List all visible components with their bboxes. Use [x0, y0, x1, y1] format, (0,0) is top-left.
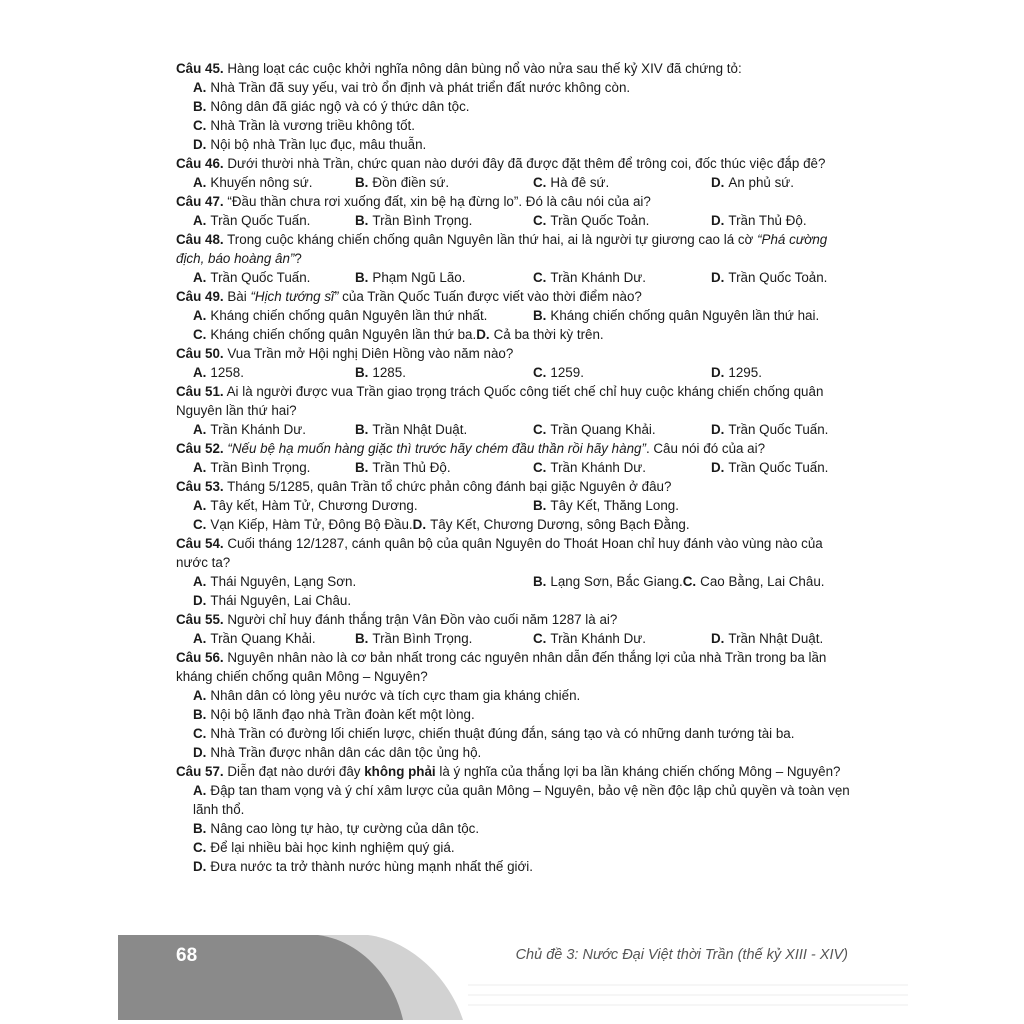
- question-number: Câu 53.: [176, 479, 224, 494]
- option-label: A.: [193, 270, 207, 285]
- option-text: Trần Bình Trọng.: [372, 631, 473, 646]
- question-block: [176, 59, 856, 154]
- answer-option: [533, 458, 711, 477]
- option-label: D.: [711, 213, 725, 228]
- option-text: Kháng chiến chống quân Nguyên lần thứ hai.: [550, 308, 820, 323]
- option-text: Trần Thủ Độ.: [372, 460, 451, 475]
- option-text: Trần Bình Trọng.: [372, 213, 473, 228]
- answer-option: [193, 363, 355, 382]
- answer-option: [711, 420, 828, 439]
- answer-option: [193, 135, 856, 154]
- answer-options: [176, 78, 856, 154]
- question-block: [176, 534, 856, 610]
- answer-option: [533, 629, 711, 648]
- answer-option: [711, 211, 807, 230]
- page-number: 68: [176, 945, 198, 966]
- option-label: B.: [193, 821, 207, 836]
- option-label: C.: [533, 365, 547, 380]
- question-text: Nguyên nhân nào là cơ bản nhất trong các nguyên nhân dẫn đến thắng lợi của nhà Trần trong ba lần kháng chiến chống quân Mông – Nguyên?: [176, 650, 827, 684]
- question-stem: [176, 477, 856, 496]
- option-label: A.: [193, 574, 207, 589]
- question-number: Câu 48.: [176, 232, 224, 247]
- question-text: “Đầu thần chưa rơi xuống đất, xin bệ hạ đừng lo”. Đó là câu nói của ai?: [223, 194, 651, 209]
- option-text: Khuyến nông sứ.: [210, 175, 313, 190]
- option-text: Trần Khánh Dư.: [550, 460, 646, 475]
- option-label: B.: [355, 175, 369, 190]
- answer-option: [476, 325, 603, 344]
- question-number: Câu 51.: [176, 384, 224, 399]
- option-text: Nội bộ lãnh đạo nhà Trần đoàn kết một lòng.: [210, 707, 475, 722]
- option-label: A.: [193, 422, 207, 437]
- option-label: C.: [533, 213, 547, 228]
- option-label: A.: [193, 688, 207, 703]
- option-text: Nhà Trần được nhân dân các dân tộc ủng hộ.: [210, 745, 482, 760]
- question-block: [176, 344, 856, 382]
- option-text: Trần Quốc Tuấn.: [210, 270, 311, 285]
- option-label: C.: [533, 270, 547, 285]
- answer-option: [355, 458, 533, 477]
- option-text: Trần Thủ Độ.: [728, 213, 807, 228]
- option-label: C.: [533, 631, 547, 646]
- question-block: [176, 382, 856, 439]
- option-text: Tây Kết, Chương Dương, sông Bạch Đằng.: [430, 517, 690, 532]
- option-text: Thái Nguyên, Lạng Sơn.: [210, 574, 357, 589]
- answer-option: [193, 515, 413, 534]
- answer-option: [355, 363, 533, 382]
- option-label: A.: [193, 213, 207, 228]
- option-text: Trần Quốc Tuấn.: [728, 422, 829, 437]
- question-number: Câu 56.: [176, 650, 224, 665]
- option-text: An phủ sứ.: [728, 175, 794, 190]
- question-text: Vua Trần mở Hội nghị Diên Hồng vào năm nào?: [223, 346, 514, 361]
- option-label: A.: [193, 175, 207, 190]
- question-block: [176, 439, 856, 477]
- answer-option: [193, 572, 533, 591]
- question-block: [176, 477, 856, 534]
- footer-dot-grid: [468, 985, 908, 1005]
- answer-option: [193, 268, 355, 287]
- question-block: [176, 154, 856, 192]
- option-label: D.: [711, 175, 725, 190]
- option-text: Trần Bình Trọng.: [210, 460, 311, 475]
- answer-options: [176, 572, 856, 610]
- question-number: Câu 54.: [176, 536, 224, 551]
- question-stem: [176, 439, 856, 458]
- answer-option: [193, 97, 856, 116]
- question-text: Trong cuộc kháng chiến chống quân Nguyên lần thứ hai, ai là người tự giương cao lá cờ “Phá cường địch, báo hoàng ân”?: [176, 232, 828, 266]
- question-number: Câu 49.: [176, 289, 224, 304]
- option-text: Trần Quốc Toản.: [550, 213, 650, 228]
- option-text: Tây kết, Hàm Tử, Chương Dương.: [210, 498, 418, 513]
- question-stem: [176, 154, 856, 173]
- option-label: A.: [193, 460, 207, 475]
- question-text: Tháng 5/1285, quân Trần tổ chức phản công đánh bại giặc Nguyên ở đâu?: [223, 479, 672, 494]
- option-label: C.: [533, 422, 547, 437]
- question-stem: [176, 382, 856, 420]
- option-label: D.: [193, 593, 207, 608]
- option-text: Trần Khánh Dư.: [550, 631, 646, 646]
- question-block: [176, 610, 856, 648]
- option-text: Lạng Sơn, Bắc Giang.: [550, 574, 683, 589]
- option-label: B.: [193, 99, 207, 114]
- answer-option: [533, 173, 711, 192]
- option-text: Đập tan tham vọng và ý chí xâm lược của quân Mông – Nguyên, bảo vệ nền độc lập chủ quyền và toàn vẹn lãnh thổ.: [193, 783, 850, 817]
- answer-option: [193, 78, 856, 97]
- option-text: Trần Quang Khải.: [210, 631, 316, 646]
- answer-options: [176, 496, 856, 534]
- option-text: Trần Khánh Dư.: [210, 422, 306, 437]
- answer-option: [683, 572, 825, 591]
- option-label: B.: [355, 213, 369, 228]
- option-label: D.: [193, 137, 207, 152]
- answer-option: [193, 629, 355, 648]
- option-label: C.: [682, 574, 697, 589]
- answer-option: [533, 211, 711, 230]
- option-label: B.: [533, 308, 547, 323]
- option-label: B.: [533, 574, 547, 589]
- option-label: D.: [711, 422, 725, 437]
- option-label: B.: [355, 365, 369, 380]
- question-stem: [176, 344, 856, 363]
- option-text: Đồn điền sứ.: [372, 175, 450, 190]
- answer-option: [711, 458, 828, 477]
- question-block: [176, 192, 856, 230]
- answer-option: [193, 173, 355, 192]
- option-text: Nhà Trần đã suy yếu, vai trò ổn định và phát triển đất nước không còn.: [210, 80, 631, 95]
- question-stem: [176, 192, 856, 211]
- answer-option: [533, 363, 711, 382]
- answer-option: [413, 515, 690, 534]
- answer-option: [193, 705, 856, 724]
- option-label: A.: [193, 80, 207, 95]
- answer-option: [193, 591, 351, 610]
- option-label: D.: [193, 745, 207, 760]
- question-number: Câu 45.: [176, 61, 224, 76]
- option-label: C.: [193, 118, 207, 133]
- answer-option: [193, 325, 476, 344]
- option-text: Nhà Trần là vương triều không tốt.: [210, 118, 415, 133]
- answer-option: [533, 268, 711, 287]
- option-text: 1295.: [728, 365, 762, 380]
- option-label: C.: [193, 327, 207, 342]
- option-text: Để lại nhiều bài học kinh nghiệm quý giá.: [210, 840, 455, 855]
- option-label: B.: [193, 707, 207, 722]
- option-label: C.: [193, 726, 207, 741]
- option-text: Cả ba thời kỳ trên.: [493, 327, 604, 342]
- question-number: Câu 50.: [176, 346, 224, 361]
- answer-option: [355, 173, 533, 192]
- answer-option: [355, 420, 533, 439]
- answer-option: [711, 629, 823, 648]
- answer-option: [193, 724, 856, 743]
- option-label: A.: [193, 631, 207, 646]
- option-label: D.: [711, 460, 725, 475]
- answer-option: [193, 420, 355, 439]
- option-text: Phạm Ngũ Lão.: [372, 270, 466, 285]
- option-text: Vạn Kiếp, Hàm Tử, Đông Bộ Đầu.: [210, 517, 413, 532]
- option-text: 1285.: [372, 365, 406, 380]
- answer-option: [193, 838, 856, 857]
- answer-option: [193, 781, 856, 819]
- question-text: Cuối tháng 12/1287, cánh quân bộ của quân Nguyên do Thoát Hoan chỉ huy đánh vào vùng nào của nước ta?: [176, 536, 823, 570]
- question-block: [176, 230, 856, 287]
- answer-option: [355, 268, 533, 287]
- answer-option: [355, 629, 533, 648]
- option-label: D.: [711, 270, 725, 285]
- answer-options: [176, 686, 856, 762]
- chapter-title: Chủ đề 3: Nước Đại Việt thời Trần (thế kỷ XIII - XIV): [515, 947, 848, 963]
- question-number: Câu 57.: [176, 764, 224, 779]
- question-text: Diễn đạt nào dưới đây không phải là ý nghĩa của thắng lợi ba lần kháng chiến chống Mông – Nguyên?: [223, 764, 841, 779]
- option-text: 1258.: [210, 365, 244, 380]
- answer-option: [193, 458, 355, 477]
- option-text: Trần Khánh Dư.: [550, 270, 646, 285]
- answer-option: [533, 420, 711, 439]
- option-text: Kháng chiến chống quân Nguyên lần thứ nhất.: [210, 308, 488, 323]
- question-text: Dưới thười nhà Trần, chức quan nào dưới đây đã được đặt thêm để trông coi, đốc thúc việc đắp đê?: [223, 156, 826, 171]
- question-stem: [176, 230, 856, 268]
- question-number: Câu 55.: [176, 612, 224, 627]
- option-label: D.: [711, 631, 725, 646]
- question-number: Câu 47.: [176, 194, 224, 209]
- answer-option: [533, 496, 679, 515]
- answer-options: [176, 781, 856, 876]
- question-stem: [176, 648, 856, 686]
- option-text: Trần Nhật Duật.: [372, 422, 468, 437]
- question-stem: [176, 287, 856, 306]
- page-footer: [118, 935, 908, 1020]
- answer-options: [176, 268, 856, 287]
- answer-options: [176, 458, 856, 477]
- option-label: B.: [533, 498, 547, 513]
- option-text: 1259.: [550, 365, 584, 380]
- question-text: “Nếu bệ hạ muốn hàng giặc thì trước hãy chém đầu thần rồi hãy hàng”. Câu nói đó của ai?: [227, 441, 766, 456]
- option-label: A.: [193, 365, 207, 380]
- question-text: Ai là người được vua Trần giao trọng trách Quốc công tiết chế chỉ huy cuộc kháng chiến chống quân Nguyên lần thứ hai?: [176, 384, 824, 418]
- answer-option: [711, 268, 827, 287]
- option-label: B.: [355, 631, 369, 646]
- question-block: [176, 762, 856, 876]
- option-text: Hà đê sứ.: [550, 175, 610, 190]
- answer-option: [193, 116, 856, 135]
- option-text: Nhân dân có lòng yêu nước và tích cực tham gia kháng chiến.: [210, 688, 581, 703]
- answer-options: [176, 173, 856, 192]
- answer-option: [193, 686, 856, 705]
- question-stem: [176, 534, 856, 572]
- option-text: Nông dân đã giác ngộ và có ý thức dân tộc.: [210, 99, 470, 114]
- answer-option: [711, 363, 762, 382]
- answer-option: [193, 496, 533, 515]
- answer-option: [355, 211, 533, 230]
- question-block: [176, 287, 856, 344]
- option-label: B.: [355, 422, 369, 437]
- option-label: C.: [533, 175, 547, 190]
- answer-options: [176, 306, 856, 344]
- answer-option: [193, 743, 856, 762]
- answer-options: [176, 629, 856, 648]
- option-text: Trần Quốc Tuấn.: [728, 460, 829, 475]
- option-text: Cao Bằng, Lai Châu.: [700, 574, 825, 589]
- question-text: Người chỉ huy đánh thắng trận Vân Đồn vào cuối năm 1287 là ai?: [223, 612, 618, 627]
- option-label: B.: [355, 460, 369, 475]
- option-label: C.: [193, 517, 207, 532]
- option-text: Trần Quang Khải.: [550, 422, 656, 437]
- option-label: D.: [476, 327, 490, 342]
- option-label: D.: [412, 517, 427, 532]
- question-text: Bài “Hịch tướng sĩ” của Trần Quốc Tuấn được viết vào thời điểm nào?: [223, 289, 642, 304]
- option-label: A.: [193, 498, 207, 513]
- answer-option: [193, 211, 355, 230]
- answer-option: [533, 572, 683, 591]
- option-label: B.: [355, 270, 369, 285]
- question-number: Câu 52.: [176, 441, 224, 456]
- question-text: Hàng loạt các cuộc khởi nghĩa nông dân bùng nổ vào nửa sau thế kỷ XIV đã chứng tỏ:: [223, 61, 742, 76]
- option-text: Kháng chiến chống quân Nguyên lần thứ ba.: [210, 327, 477, 342]
- answer-options: [176, 211, 856, 230]
- option-text: Nhà Trần có đường lối chiến lược, chiến thuật đúng đắn, sáng tạo và có những danh tướng tài ba.: [210, 726, 795, 741]
- option-text: Nâng cao lòng tự hào, tự cường của dân tộc.: [210, 821, 480, 836]
- option-label: C.: [533, 460, 547, 475]
- option-text: Đưa nước ta trở thành nước hùng mạnh nhất thế giới.: [210, 859, 533, 874]
- question-stem: [176, 610, 856, 629]
- question-block: [176, 648, 856, 762]
- option-text: Trần Quốc Tuấn.: [210, 213, 311, 228]
- option-text: Trần Quốc Toản.: [728, 270, 828, 285]
- option-text: Trần Nhật Duật.: [728, 631, 824, 646]
- option-label: A.: [193, 308, 207, 323]
- answer-option: [193, 819, 856, 838]
- question-list: [176, 59, 856, 876]
- answer-option: [193, 306, 533, 325]
- option-label: D.: [711, 365, 725, 380]
- option-text: Nội bộ nhà Trần lục đục, mâu thuẫn.: [210, 137, 427, 152]
- answer-options: [176, 363, 856, 382]
- option-text: Tây Kết, Thăng Long.: [550, 498, 679, 513]
- question-stem: [176, 762, 856, 781]
- question-number: Câu 46.: [176, 156, 224, 171]
- question-stem: [176, 59, 856, 78]
- answer-options: [176, 420, 856, 439]
- option-label: C.: [193, 840, 207, 855]
- answer-option: [533, 306, 819, 325]
- option-text: Thái Nguyên, Lai Châu.: [210, 593, 352, 608]
- option-label: D.: [193, 859, 207, 874]
- option-label: A.: [193, 783, 207, 798]
- answer-option: [711, 173, 794, 192]
- answer-option: [193, 857, 856, 876]
